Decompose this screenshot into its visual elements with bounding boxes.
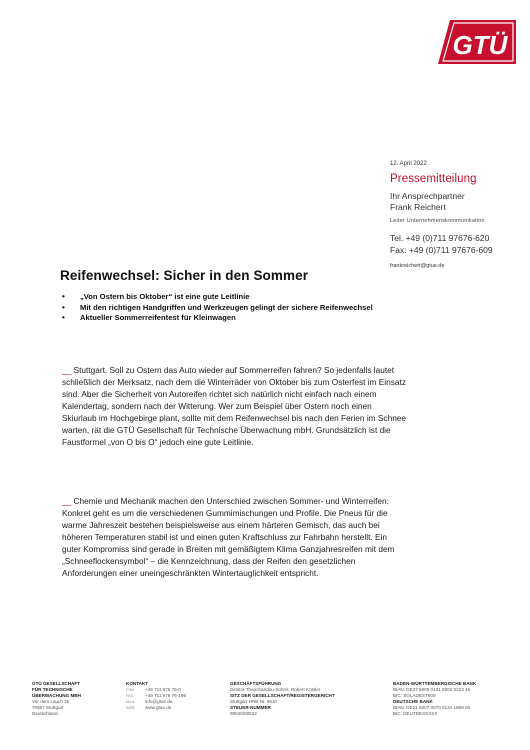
footer-website[interactable]: www.gtue.de — [145, 705, 172, 710]
logo-text: GTÜ — [452, 30, 508, 60]
paragraph-text: Stuttgart. Soll zu Ostern das Auto wieder auf Sommerreifen fahren? So jedenfalls lautet schließlich der Merksatz, nach dem die Winterräder von Oktober bis zum Osterfest im Einsatz sind. Aber die Sicherheit von Autoreifen richtet sich natürlich nicht einfach nach einem Kalendertag, sondern nach der Witterung. Wer zum Beispiel über Ostern noch einen Skiurlaub im Hochgebirge plant, sollte mit dem Reifenwechsel bis nach den Ferien im Schnee warten, rät die GTÜ Gesellschaft für Technische Überwachung mbH. Grundsätzlich ist die Faustformel „von O bis O“ jedoch eine gute Leitlinie. — [62, 365, 407, 447]
registry-title: SITZ DER GESELLSCHAFT/REGISTERGERICHT — [230, 693, 335, 698]
registry-value: Stuttgart HRB Nr. 9610 — [230, 699, 277, 704]
paragraph-marker: __ — [62, 496, 72, 506]
footer-management — [230, 681, 380, 717]
footer-phone: +49 711 976 76-0 — [145, 687, 181, 692]
contact-name: Frank Reichert — [390, 202, 446, 212]
footer — [0, 681, 530, 741]
bullet-list — [62, 292, 442, 324]
press-release-label: Pressemitteilung — [390, 173, 477, 185]
web-label: WEB — [126, 706, 135, 710]
bank-bic: BIC: DEUTDESSXXX — [393, 711, 438, 716]
tax-number: 99040/00522 — [230, 711, 257, 716]
paragraph-text: Chemie und Mechanik machen den Unterschied zwischen Sommer- und Winterreifen: Konkret geht es um die verschiedenen Gummimischungen und Profile. Die Pneus für die warme Jahreszeit bestehen beispielsweise aus einem härteren Gemisch, das auch bei höheren Temperaturen stabil ist und einen guten Kraftschluss zur Fahrbahn herstellt. Ein guter Kompromiss sind gerade in Breiten mit gemäßigtem Klima Ganzjahresreifen mit dem „Schneeflockensymbol“ – die Kennzeichnung, dass der Reifen den gesetzlichen Anforderungen einer uneingeschränkten Wintertauglichkeit entspricht. — [62, 496, 395, 578]
fax-label: FAX — [126, 694, 134, 698]
footer-company — [32, 681, 112, 717]
footer-contact-title: KONTAKT — [126, 681, 149, 686]
bullet-item: • Aktueller Sommerreifentest für Kleinwagen — [62, 313, 442, 324]
footer-email[interactable]: info@gtue.de — [145, 699, 173, 704]
bank-name: BADEN-WÜRTTEMBERGISCHE BANK — [393, 681, 477, 686]
management-names: Dimitra Theocharidou-Sohns, Robert Köstler — [230, 687, 321, 692]
bank-bic: BIC: SOLADEST600 — [393, 693, 436, 698]
contact-fax: Fax: +49 (0)711 97676-609 — [390, 245, 493, 255]
contact-phone: Tel. +49 (0)711 97676-620 — [390, 233, 490, 243]
bullet-item: • Mit den richtigen Handgriffen und Werkzeugen gelingt der sichere Reifenwechsel — [62, 303, 442, 314]
bank-iban: IBAN: DE37 6005 0101 0002 3223 46 — [393, 687, 471, 692]
management-title: GESCHÄFTSFÜHRUNG — [230, 681, 282, 686]
company-country: Deutschland — [32, 711, 58, 716]
release-date: 12. April 2022 — [390, 161, 427, 167]
company-street: Vor dem Lauch 25 — [32, 699, 70, 704]
bullet-item: • „Von Ostern bis Oktober“ ist eine gute Leitlinie — [62, 292, 442, 303]
bank-iban: IBAN: DE21 6007 0070 0134 1809 00 — [393, 705, 471, 710]
company-name-line: ÜBERWACHUNG MBH — [32, 693, 81, 698]
footer-contact — [126, 681, 226, 711]
tax-title: STEUER-NUMMER — [230, 705, 271, 710]
mail-label: MAIL — [126, 700, 135, 704]
gtu-logo — [436, 18, 518, 66]
company-name-line: FÜR TECHNISCHE — [32, 687, 73, 692]
fon-label: FON — [126, 688, 135, 692]
contact-role: Leiter Unternehmenskommunikation — [390, 218, 485, 224]
body-paragraph — [62, 495, 407, 579]
contact-block — [390, 160, 525, 270]
bank-name: DEUTSCHE BANK — [393, 699, 433, 704]
footer-fax: +49 711 976 76-199 — [145, 693, 186, 698]
headline: Reifenwechsel: Sicher in den Sommer — [60, 268, 309, 283]
company-city: 70567 Stuttgart — [32, 705, 64, 710]
footer-banks — [393, 681, 523, 717]
contact-heading: Ihr Ansprechpartner — [390, 191, 465, 201]
paragraph-marker: __ — [62, 365, 72, 375]
body-paragraph — [62, 364, 407, 448]
contact-email[interactable]: frankreichert@gtue.de — [390, 263, 445, 269]
company-name-line: GTÜ GESELLSCHAFT — [32, 681, 80, 686]
